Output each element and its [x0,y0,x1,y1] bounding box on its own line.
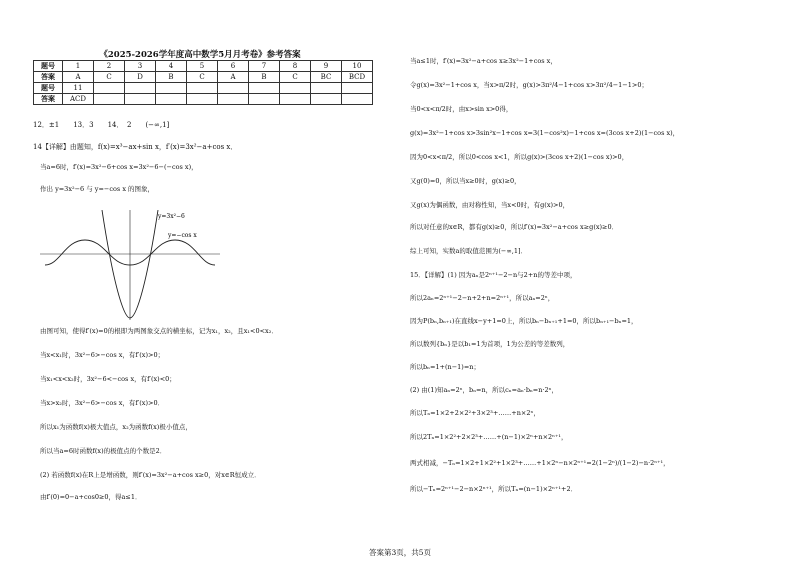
table-cell [280,83,311,94]
table-cell [125,94,156,105]
table-cell: 3 [125,61,156,72]
table-cell: ACD [63,94,94,105]
solution-line: 15．【详解】(1) 因为aₙ是2ⁿ⁺¹−2−n与2+n的等差中项， [410,271,577,279]
table-cell: 4 [156,61,187,72]
answer-table [33,60,373,105]
solution-line: 当0<x<π/2时，由x>sin x>0得， [410,105,513,113]
solution-line: 所以2Tₙ=1×2²+2×2³+……+(n−1)×2ⁿ+n×2ⁿ⁺¹， [410,433,568,441]
table-cell: D [125,72,156,83]
table-cell [156,94,187,105]
solution-line: 两式相减，−Tₙ=1×2+1×2²+1×2³+……+1×2ⁿ−n×2ⁿ⁺¹=2(1−2ⁿ)/(1−2)−n·2ⁿ⁺¹， [410,459,670,467]
solution-line: 综上可知，实数a的取值范围为(−∞,1]． [410,247,528,255]
table-row [34,61,373,72]
table-cell: 1 [63,61,94,72]
graph-label-cos: y=−cos x [168,232,197,239]
page-title: 《2025-2026学年度高中数学5月月考卷》参考答案 [99,50,301,60]
table-cell: C [94,72,125,83]
table-cell [218,83,249,94]
solution-line: 所以bₙ=1+(n−1)=n； [410,363,480,371]
solution-line: g(x)=3x²−1+cos x>3sin²x−1+cos x=3(1−cos²x)−1+cos x=(3cos x+2)(1−cos x)， [410,129,680,137]
table-cell: 8 [280,61,311,72]
table-cell: A [218,72,249,83]
table-cell: C [280,72,311,83]
table-cell: BC [311,72,342,83]
function-graph [40,210,220,320]
graph-label-parabola: y=3x²−6 [158,213,185,220]
table-cell: 5 [187,61,218,72]
fill-answers: 12．±1 13．3 14． 2 (−∞,1] [33,121,170,129]
solution-line: 所以−Tₙ=2ⁿ⁺¹−2−n×2ⁿ⁺¹，所以Tₙ=(n−1)×2ⁿ⁺¹+2． [410,485,578,493]
table-cell: 7 [249,61,280,72]
solution-line: 当a≤1时，f′(x)=3x²−a+cos x≥3x²−1+cos x， [410,57,557,65]
solution-line: 所以对任意的x∈R，都有g(x)≥0，所以f′(x)=3x²−a+cos x≥g(x)≥0． [410,223,619,231]
solution-line: 当x>x₂时，3x²−6>−cos x，有f′(x)>0． [40,399,165,407]
table-cell: 6 [218,61,249,72]
table-cell [156,83,187,94]
solution-line: 所以当a=6时函数f(x)的极值点的个数是2． [40,447,167,455]
table-cell [280,94,311,105]
table-row [34,72,373,83]
table-cell [94,83,125,94]
solution-line: 所以Tₙ=1×2+2×2²+3×2³+……+n×2ⁿ， [410,409,540,417]
table-cell: 题号 [34,83,63,94]
table-cell [342,94,373,105]
solution-line: 因为0<x<π/2，所以0<cos x<1，所以g(x)>(3cos x+2)(1−cos x)>0， [410,153,629,161]
table-cell: 答案 [34,94,63,105]
table-cell: C [187,72,218,83]
table-row [34,83,373,94]
solution-line: 14【详解】由题知，f(x)=x³−ax+sin x，f′(x)=3x²−a+cos x． [33,143,238,151]
solution-line: 作出 y=3x²−6 与 y=−cos x 的图象， [40,185,155,193]
solution-line: 由f′(0)=0−a+cos0≥0，得a≤1． [40,493,142,501]
page-footer: 答案第3页，共5页 [368,548,432,557]
table-cell: B [156,72,187,83]
table-cell: BCD [342,72,373,83]
table-cell: 11 [63,83,94,94]
table-cell: 2 [94,61,125,72]
solution-line: (2) 由(1)知aₙ=2ⁿ，bₙ=n，所以cₙ=aₙ·bₙ=n·2ⁿ， [410,386,558,394]
solution-line: 当x<x₁时，3x²−6>−cos x，有f′(x)>0； [40,351,165,359]
solution-line: 又g(x)为偶函数，由对称性知，当x<0时，有g(x)>0， [410,201,570,209]
table-cell: 答案 [34,72,63,83]
solution-line: 所以数列{bₙ}是以b₁=1为首项，1为公差的等差数列， [410,340,570,348]
table-cell: 10 [342,61,373,72]
solution-line: (2) 若函数f(x)在R上是增函数，则f′(x)=3x²−a+cos x≥0，对x∈R恒成立． [40,471,261,479]
table-cell: A [63,72,94,83]
table-cell: 9 [311,61,342,72]
table-cell: B [249,72,280,83]
solution-line: 所以x₁为函数f(x)极大值点，x₂为函数f(x)极小值点， [40,423,192,431]
table-row [34,94,373,105]
table-cell [249,94,280,105]
solution-line: 所以2aₙ=2ⁿ⁺¹−2−n+2+n=2ⁿ⁺¹，所以aₙ=2ⁿ， [410,294,555,302]
solution-line: 当a=6时，f′(x)=3x²−6+cos x=3x²−6−(−cos x)， [40,163,198,171]
solution-line: 因为P(bₙ,bₙ₊₁)在直线x−y+1=0上，所以bₙ−bₙ₊₁+1=0，所以bₙ₊₁−bₙ=1， [410,317,638,325]
table-cell [125,83,156,94]
solution-line: 当x₁<x<x₂时，3x²−6<−cos x，有f′(x)<0； [40,375,176,383]
table-cell [249,83,280,94]
table-cell: 题号 [34,61,63,72]
table-cell [342,83,373,94]
solution-line: 由图可知，使得f′(x)=0的根即为两图象交点的横坐标，记为x₁，x₂，且x₁<0<x₂． [40,327,278,335]
solution-line: 又g(0)=0，所以当x≥0时，g(x)≥0， [410,177,521,185]
table-cell [187,83,218,94]
table-cell [311,94,342,105]
table-cell [94,94,125,105]
table-cell [311,83,342,94]
table-cell [187,94,218,105]
solution-line: 令g(x)=3x²−1+cos x，当x>π/2时，g(x)>3π²/4−1+cos x>3π²/4−1−1>0； [410,81,648,89]
table-cell [218,94,249,105]
